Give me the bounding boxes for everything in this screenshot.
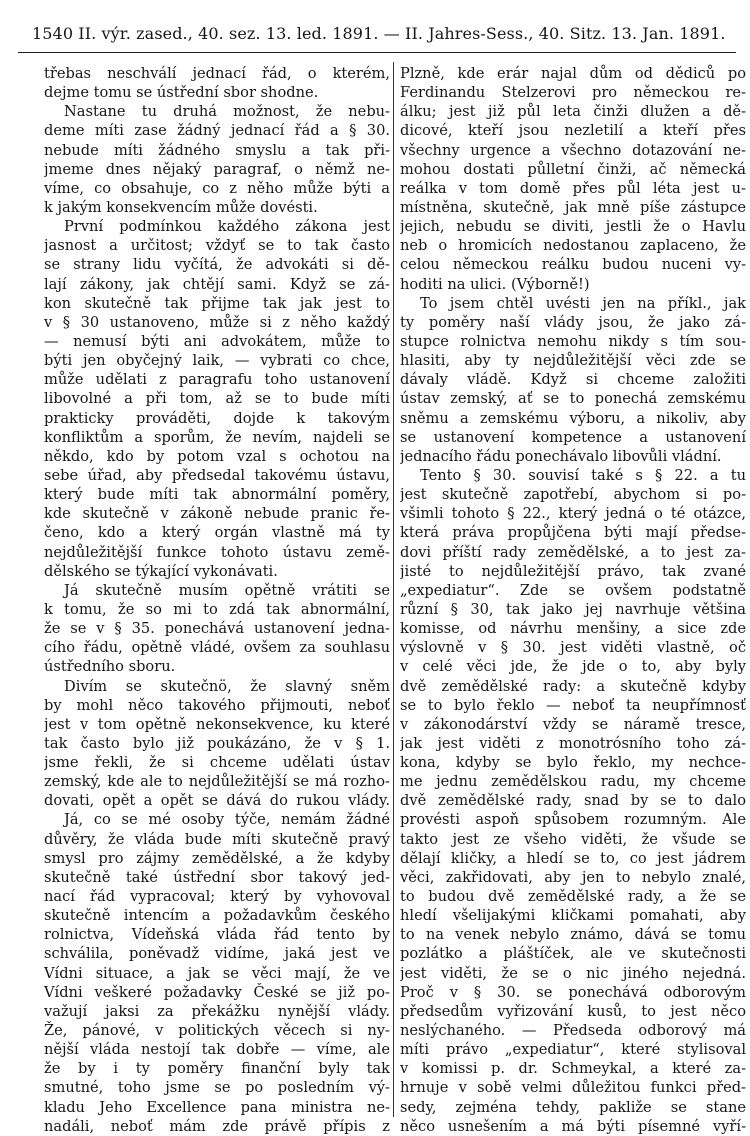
text-line: takto jest ze všeho viděti, že všude se xyxy=(400,830,746,848)
text-line: pozlátko a pláštíček, ale ve skutečnosti xyxy=(400,945,746,963)
text-line: býti jen obyčejný laik, — vybrati co chce, xyxy=(44,352,390,370)
text-line: smutné, toho jsme se po posledním vý- xyxy=(44,1079,390,1097)
text-line: to na venek nebylo známo, dává se tomu xyxy=(400,926,746,944)
text-line: álku; jest již půl leta činži dlužen a dě- xyxy=(400,103,746,121)
text-line: jejich, nebudu se diviti, jestli že o Havlu xyxy=(400,218,746,236)
text-line: nadáli, neboť mám zde právě přípis z xyxy=(44,1117,390,1135)
text-line: skutečně intencím a požadavkům českého xyxy=(44,907,390,925)
text-line: v § 30 ustanoveno, může si z něho každý xyxy=(44,313,390,331)
text-line: všechny urgence a všechno dotazování ne- xyxy=(400,141,746,159)
text-line: stupce rolnictva nemohu nikdy s tím sou- xyxy=(400,332,746,350)
text-line: v celé věci jde, že jde o to, aby byly xyxy=(400,658,746,676)
text-line: kona, kdyby se bylo řeklo, my nechce- xyxy=(400,754,746,772)
text-line: jsme řekli, že si chceme udělati ústav xyxy=(44,754,390,772)
text-line: dávaly vládě. Když si chceme založiti xyxy=(400,371,746,389)
text-line: libovolné a při tom, až se to bude míti xyxy=(44,390,390,408)
text-line: hlasiti, aby ty nejdůležitější věci zde se xyxy=(400,352,746,370)
text-line: ústředního sboru. xyxy=(44,658,176,676)
text-line: všimli tohoto § 22., který jedná o té otázce, xyxy=(400,505,746,523)
text-line: sněmu a zemskému výboru, a nikoliv, aby xyxy=(400,409,746,427)
text-line: celou německou reálku budou nuceni vy- xyxy=(400,256,746,274)
text-line: neb o hromicích nedostanou zaplaceno, že xyxy=(400,237,746,255)
text-line: Vídni veškeré požadavky České se již po- xyxy=(44,983,390,1001)
text-line: tak často bylo již poukázáno, že v § 1. xyxy=(44,734,390,752)
text-line: se ustanovení kompetence a ustanovení xyxy=(400,428,746,446)
text-line: výslovně v § 30. jest viděti vlastně, oč xyxy=(400,639,746,657)
text-line: cího řádu, opětně vládé, ovšem za souhlasu xyxy=(44,639,390,657)
text-line: který bude míti tak abnormální poměry, xyxy=(44,486,390,504)
text-line: sebe úřad, aby předsedal takovému ústavu, xyxy=(44,466,390,484)
text-line: kde skutečně v zákoně nebude pranic ře- xyxy=(44,505,390,523)
text-line: že se v § 35. ponechává ustanovení jedna- xyxy=(44,620,390,638)
text-line: něco usnešením a má býti písemné vyří- xyxy=(400,1117,746,1135)
text-line: provésti aspoň spůsobem rozumným. Ale xyxy=(400,811,746,829)
text-line: věci, zakřidovati, aby jen to nebylo znalé, xyxy=(400,868,746,886)
text-line: dělského se týkající vykonávati. xyxy=(44,562,278,580)
text-line: První podmínkou každého zákona jest xyxy=(64,218,390,236)
text-line: dvě zemědělské rady, snad by se to dalo xyxy=(400,792,746,810)
text-line: v komissi p. dr. Schmeykal, a které za- xyxy=(400,1060,746,1078)
text-line: někdo, kdo by potom vzal s ochotou na xyxy=(44,447,390,465)
text-line: Plzně, kde erár najal dům od dědiců po xyxy=(400,65,746,82)
text-line: hoditi na ulici. (Výborně!) xyxy=(400,275,590,293)
text-line: Tento § 30. souvisí také s § 22. a tu xyxy=(420,466,746,484)
text-line: smysl pro zájmy zemědělské, a že kdyby xyxy=(44,849,390,867)
text-line: k jakým konsekvencím může dovésti. xyxy=(44,198,318,216)
text-line: se strany lidu vyčítá, že advokáti si dě- xyxy=(44,256,390,274)
text-line: by mohl něco takového přijmouti, neboť xyxy=(44,696,390,714)
text-line: „expediatur“. Zde se ovšem podstatně xyxy=(400,581,746,599)
text-line: třebas neschválí jednací řád, o kterém, xyxy=(44,65,390,82)
text-line: kladu Jeho Excellence pana ministra ne- xyxy=(44,1098,390,1116)
text-line: dvě zemědělské rady: a skutečně kdyby xyxy=(400,677,746,695)
text-line: míti právo „expediatur“, které stylisoval xyxy=(400,1041,746,1059)
text-line: Proč v § 30. se ponechává odborovým xyxy=(400,983,746,1001)
text-line: různí § 30, tak jako jej navrhuje většina xyxy=(400,600,746,618)
text-line: deme míti zase žádný jednací řád a § 30. xyxy=(44,122,390,140)
text-line: jest viděti, že se o nic jiného nejedná. xyxy=(400,964,746,982)
text-line: zemský, kde ale to nejdůležitější se má rozho- xyxy=(44,773,390,791)
text-line: jak jest viděti z monotrósního toho zá- xyxy=(400,734,746,752)
text-line: která práva propůjčena býti mají předse- xyxy=(400,524,746,542)
text-line: víme, co obsahuje, co z něho může býti a xyxy=(44,179,390,197)
text-line: dovi příští rady zemědělské, a to jest za- xyxy=(400,543,746,561)
text-line: jest v tom opětně nekonsekvence, ku které xyxy=(44,715,390,733)
text-line: jest skutečně zapotřebí, abychom si po- xyxy=(400,486,746,504)
text-line: nější vláda nestojí tak dobře — víme, ale xyxy=(44,1041,390,1059)
text-line: hrnuje v sobě velmi důležitou funkci před- xyxy=(400,1079,746,1097)
text-line: reálka v tom domě přes půl léta jest u- xyxy=(400,179,746,197)
header-title: 1540 II. výr. zased., 40. sez. 13. led. 1891. — II. Jahres-Sess., 40. Sitz. 13. Jan. 1891. xyxy=(32,24,726,43)
text-line: v zákonodárství vždy se náramě tresce, xyxy=(400,715,746,733)
text-line: jisté to nejdůležitější právo, tak zvané xyxy=(400,562,746,580)
text-line: nací řád vypracoval; který by vyhovoval xyxy=(44,888,390,906)
text-line: važují jaksi za překážku nynější vlády. xyxy=(44,1002,390,1020)
text-line: může udělati z paragrafu toho ustanovení xyxy=(44,371,390,389)
text-line: Divím se skutečnö, že slavný sněm xyxy=(64,677,390,695)
text-line: dicové, kteří jsou nezletilí a kteří přes xyxy=(400,122,746,140)
text-line: rolnictva, Vídeňská vláda řád tento by xyxy=(44,926,390,944)
text-line: mohou dostati půlletní činži, ač německá xyxy=(400,160,746,178)
text-line: že by i ty poměry finanční byly tak xyxy=(44,1060,390,1078)
column-divider xyxy=(393,62,394,1117)
text-line: ty poměry naší vlády jsou, že jako zá- xyxy=(400,313,746,331)
right-column xyxy=(400,64,746,1136)
text-line: k tomu, že so mi to zdá tak abnormální, xyxy=(44,600,390,618)
text-line: Nastane tu druhá možnost, že nebu- xyxy=(64,103,390,121)
text-line: kon skutečně tak přijme tak jak jest to xyxy=(44,294,390,312)
left-column xyxy=(44,64,390,1136)
text-line: dělají kličky, a hledí se to, co jest jádrem xyxy=(400,849,746,867)
text-line: jasnost a určitost; vždyť se to tak často xyxy=(44,237,390,255)
text-line: Já skutečně musím opětně vrátiti se xyxy=(64,581,390,599)
text-line: to budou dvě zemědělské rady, a že se xyxy=(400,888,746,906)
text-line: komisse, od návrhu menšiny, a sice zde xyxy=(400,620,746,638)
text-line: dovati, opět a opět se dává do rukou vlády. xyxy=(44,792,390,810)
text-line: čeno, kdo a který orgán vlastně má ty xyxy=(44,524,390,542)
text-line: Že, pánové, v politických věcech si ny- xyxy=(44,1022,390,1040)
text-line: Já, co se mé osoby týče, nemám žádné xyxy=(64,811,390,829)
text-line: prakticky prováděti, dojde k takovým xyxy=(44,409,390,427)
text-line: neslýchaného. — Předseda odborový má xyxy=(400,1022,746,1040)
text-line: skutečně také ústřední sbor takový jed- xyxy=(44,868,390,886)
text-line: me jednu zemědělskou radu, my chceme xyxy=(400,773,746,791)
text-line: sedy, zejména tehdy, pakliže se stane xyxy=(400,1098,746,1116)
text-line: — nemusí býti ani advokátem, může to xyxy=(44,332,390,350)
text-line: schválila, poněvadž vidíme, jaká jest ve xyxy=(44,945,390,963)
text-line: Ferdinandu Stelzerovi pro německou re- xyxy=(400,84,746,102)
text-line: místněna, skutečně, jak mně píše zástupce xyxy=(400,198,746,216)
text-line: jmeme dnes nějaký paragraf, o němž ne- xyxy=(44,160,390,178)
text-line: nejdůležitější funkce tohoto ústavu země- xyxy=(44,543,390,561)
text-line: hledí všelijakými kličkami pomahati, aby xyxy=(400,907,746,925)
text-line: se to bylo řeklo — neboť ta neupřímnosť xyxy=(400,696,746,714)
text-line: konfliktům a sporům, že nevím, najdeli se xyxy=(44,428,390,446)
text-line: jednacího řádu ponechávalo libovůli vládní. xyxy=(400,447,722,465)
text-line: Vídni situace, a jak se věci mají, že ve xyxy=(44,964,390,982)
text-line: lají zákony, jak chtějí sami. Když se zá- xyxy=(44,275,390,293)
text-line: To jsem chtěl uvésti jen na příkl., jak xyxy=(420,294,746,312)
page-header xyxy=(18,16,736,53)
text-line: předsedům vyřizování kusů, to jest něco xyxy=(400,1002,746,1020)
text-line: ústav zemský, ať se to ponechá zemskému xyxy=(400,390,746,408)
text-line: nebude míti žádného smyslu a tak při- xyxy=(44,141,390,159)
text-line: dejme tomu se ústřední sbor shodne. xyxy=(44,84,319,102)
text-line: důvěry, že vláda bude míti skutečně pravý xyxy=(44,830,390,848)
